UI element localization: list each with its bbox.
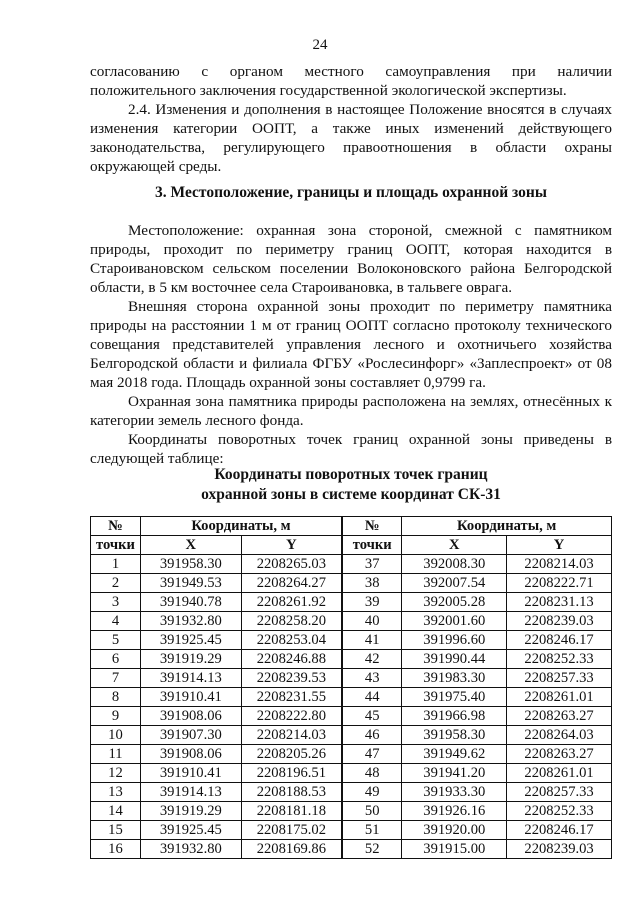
- coord-x-cell: 391919.29: [140, 802, 241, 821]
- coord-y-cell: 2208175.02: [241, 821, 342, 840]
- coord-y-right-cell: 2208264.03: [507, 726, 612, 745]
- table-caption-line-2: охранной зоны в системе координат СК-31: [201, 486, 501, 503]
- coord-x-right-cell: 391990.44: [402, 650, 507, 669]
- coordinates-table: [90, 516, 612, 859]
- point-number-right-cell: 51: [342, 821, 402, 840]
- section-heading: 3. Местоположение, границы и площадь охранной зоны: [155, 184, 547, 201]
- header-num-bottom-right: точки: [342, 536, 402, 555]
- table-subheader-row: [91, 536, 612, 555]
- coord-y-right-cell: 2208252.33: [507, 802, 612, 821]
- coord-y-cell: 2208253.04: [241, 631, 342, 650]
- point-number-right-cell: 45: [342, 707, 402, 726]
- coord-x-cell: 391910.41: [140, 688, 241, 707]
- coord-y-cell: 2208246.88: [241, 650, 342, 669]
- coord-x-cell: 391910.41: [140, 764, 241, 783]
- coord-y-right-cell: 2208246.17: [507, 631, 612, 650]
- coord-y-cell: 2208258.20: [241, 612, 342, 631]
- coord-x-right-cell: 391958.30: [402, 726, 507, 745]
- coord-x-right-cell: 391975.40: [402, 688, 507, 707]
- point-number-right-cell: 49: [342, 783, 402, 802]
- point-number-cell: 3: [91, 593, 141, 612]
- coord-y-cell: 2208181.18: [241, 802, 342, 821]
- section-text-block: [90, 221, 612, 468]
- coord-x-right-cell: 391949.62: [402, 745, 507, 764]
- table-row: [91, 707, 612, 726]
- table-row: [91, 802, 612, 821]
- header-num-top-right: №: [342, 517, 402, 536]
- table-row: [91, 593, 612, 612]
- coord-y-right-cell: 2208257.33: [507, 669, 612, 688]
- header-x: X: [140, 536, 241, 555]
- coord-y-cell: 2208264.27: [241, 574, 342, 593]
- table-caption: [90, 465, 612, 505]
- coord-x-cell: 391914.13: [140, 669, 241, 688]
- coord-y-right-cell: 2208231.13: [507, 593, 612, 612]
- coord-y-cell: 2208188.53: [241, 783, 342, 802]
- table-row: [91, 631, 612, 650]
- coord-y-right-cell: 2208246.17: [507, 821, 612, 840]
- coord-y-cell: 2208261.92: [241, 593, 342, 612]
- point-number-right-cell: 39: [342, 593, 402, 612]
- page-number: 24: [312, 37, 328, 53]
- point-number-cell: 16: [91, 840, 141, 859]
- point-number-cell: 10: [91, 726, 141, 745]
- coord-x-right-cell: 392007.54: [402, 574, 507, 593]
- coord-x-right-cell: 391933.30: [402, 783, 507, 802]
- coord-y-cell: 2208205.26: [241, 745, 342, 764]
- paragraph-coordinates-intro: Координаты поворотных точек границ охранной зоны приведены в следующей таблице:: [90, 431, 612, 467]
- point-number-right-cell: 44: [342, 688, 402, 707]
- coord-x-right-cell: 391996.60: [402, 631, 507, 650]
- point-number-right-cell: 43: [342, 669, 402, 688]
- paragraph-location: Местоположение: охранная зона стороной, смежной с памятником природы, проходит по периметру границ ООПТ, которая находится в Староивановском сельском поселении Волоконовского района Белгородской области, в 5 км восточнее села Староивановка, в тальвеге оврага.: [90, 222, 612, 296]
- coord-y-cell: 2208169.86: [241, 840, 342, 859]
- coord-x-cell: 391940.78: [140, 593, 241, 612]
- point-number-right-cell: 38: [342, 574, 402, 593]
- header-y-right: Y: [507, 536, 612, 555]
- coord-y-right-cell: 2208257.33: [507, 783, 612, 802]
- coord-x-cell: 391949.53: [140, 574, 241, 593]
- coord-y-right-cell: 2208263.27: [507, 745, 612, 764]
- paragraph-land-category: Охранная зона памятника природы расположена на землях, отнесённых к категории земель лесного фонда.: [90, 393, 612, 429]
- point-number-right-cell: 41: [342, 631, 402, 650]
- coord-y-cell: 2208222.80: [241, 707, 342, 726]
- point-number-cell: 7: [91, 669, 141, 688]
- point-number-cell: 14: [91, 802, 141, 821]
- header-y: Y: [241, 536, 342, 555]
- point-number-cell: 8: [91, 688, 141, 707]
- header-x-right: X: [402, 536, 507, 555]
- table-row: [91, 764, 612, 783]
- intro-text-block: [90, 62, 612, 176]
- table-row: [91, 612, 612, 631]
- point-number-right-cell: 47: [342, 745, 402, 764]
- table-row: [91, 650, 612, 669]
- header-num-bottom: точки: [91, 536, 141, 555]
- paragraph-outer-boundary: Внешняя сторона охранной зоны проходит по периметру памятника природы на расстоянии 1 м от границ ООПТ согласно протоколу технического совещания представителей управления лесного и охотничьего хозяйства Белгородской области и филиала ФГБУ «Рослесинфорг» «Заплеспроект» от 08 мая 2018 года. Площадь охранной зоны составляет 0,9799 га.: [90, 298, 612, 391]
- point-number-right-cell: 37: [342, 555, 402, 574]
- coord-x-cell: 391908.06: [140, 745, 241, 764]
- coord-y-cell: 2208196.51: [241, 764, 342, 783]
- point-number-cell: 9: [91, 707, 141, 726]
- paragraph-approval: согласованию с органом местного самоуправления при наличии положительного заключения государственной экологической экспертизы.: [90, 63, 612, 99]
- coord-x-cell: 391925.45: [140, 631, 241, 650]
- table-caption-line-1: Координаты поворотных точек границ: [214, 466, 488, 483]
- header-coords-right: Координаты, м: [402, 517, 612, 536]
- header-num-top: №: [91, 517, 141, 536]
- point-number-right-cell: 42: [342, 650, 402, 669]
- coord-x-right-cell: 391926.16: [402, 802, 507, 821]
- coord-y-cell: 2208265.03: [241, 555, 342, 574]
- point-number-right-cell: 48: [342, 764, 402, 783]
- point-number-cell: 13: [91, 783, 141, 802]
- table-row: [91, 726, 612, 745]
- table-header-row: [91, 517, 612, 536]
- table-row: [91, 840, 612, 859]
- point-number-right-cell: 46: [342, 726, 402, 745]
- paragraph-amendments: 2.4. Изменения и дополнения в настоящее Положение вносятся в случаях изменения категории ООПТ, а также иных изменений действующего законодательства, регулирующего правоотношения в области охраны окружающей среды.: [90, 101, 612, 175]
- point-number-cell: 6: [91, 650, 141, 669]
- coord-x-right-cell: 392001.60: [402, 612, 507, 631]
- coord-y-cell: 2208214.03: [241, 726, 342, 745]
- point-number-cell: 12: [91, 764, 141, 783]
- table-row: [91, 745, 612, 764]
- coord-x-right-cell: 392008.30: [402, 555, 507, 574]
- point-number-cell: 1: [91, 555, 141, 574]
- coord-y-right-cell: 2208214.03: [507, 555, 612, 574]
- point-number-right-cell: 52: [342, 840, 402, 859]
- table-row: [91, 821, 612, 840]
- header-coords: Координаты, м: [140, 517, 342, 536]
- table-body: [91, 555, 612, 859]
- coord-x-right-cell: 391920.00: [402, 821, 507, 840]
- coord-x-cell: 391932.80: [140, 840, 241, 859]
- table-row: [91, 688, 612, 707]
- table-row: [91, 555, 612, 574]
- coord-x-right-cell: 391915.00: [402, 840, 507, 859]
- coord-y-right-cell: 2208252.33: [507, 650, 612, 669]
- coord-x-cell: 391958.30: [140, 555, 241, 574]
- point-number-right-cell: 50: [342, 802, 402, 821]
- coord-x-cell: 391907.30: [140, 726, 241, 745]
- point-number-cell: 4: [91, 612, 141, 631]
- coord-y-cell: 2208231.55: [241, 688, 342, 707]
- coord-y-right-cell: 2208261.01: [507, 688, 612, 707]
- coord-x-right-cell: 391941.20: [402, 764, 507, 783]
- coord-y-right-cell: 2208239.03: [507, 612, 612, 631]
- coord-y-right-cell: 2208263.27: [507, 707, 612, 726]
- coord-x-right-cell: 391966.98: [402, 707, 507, 726]
- coord-y-right-cell: 2208239.03: [507, 840, 612, 859]
- coord-y-right-cell: 2208261.01: [507, 764, 612, 783]
- table-row: [91, 669, 612, 688]
- coord-x-cell: 391925.45: [140, 821, 241, 840]
- point-number-cell: 5: [91, 631, 141, 650]
- point-number-cell: 15: [91, 821, 141, 840]
- coord-x-right-cell: 392005.28: [402, 593, 507, 612]
- point-number-right-cell: 40: [342, 612, 402, 631]
- coord-x-cell: 391919.29: [140, 650, 241, 669]
- coord-x-right-cell: 391983.30: [402, 669, 507, 688]
- coord-x-cell: 391908.06: [140, 707, 241, 726]
- point-number-cell: 2: [91, 574, 141, 593]
- coord-x-cell: 391932.80: [140, 612, 241, 631]
- coord-x-cell: 391914.13: [140, 783, 241, 802]
- table-row: [91, 783, 612, 802]
- coord-y-cell: 2208239.53: [241, 669, 342, 688]
- coord-y-right-cell: 2208222.71: [507, 574, 612, 593]
- point-number-cell: 11: [91, 745, 141, 764]
- table-row: [91, 574, 612, 593]
